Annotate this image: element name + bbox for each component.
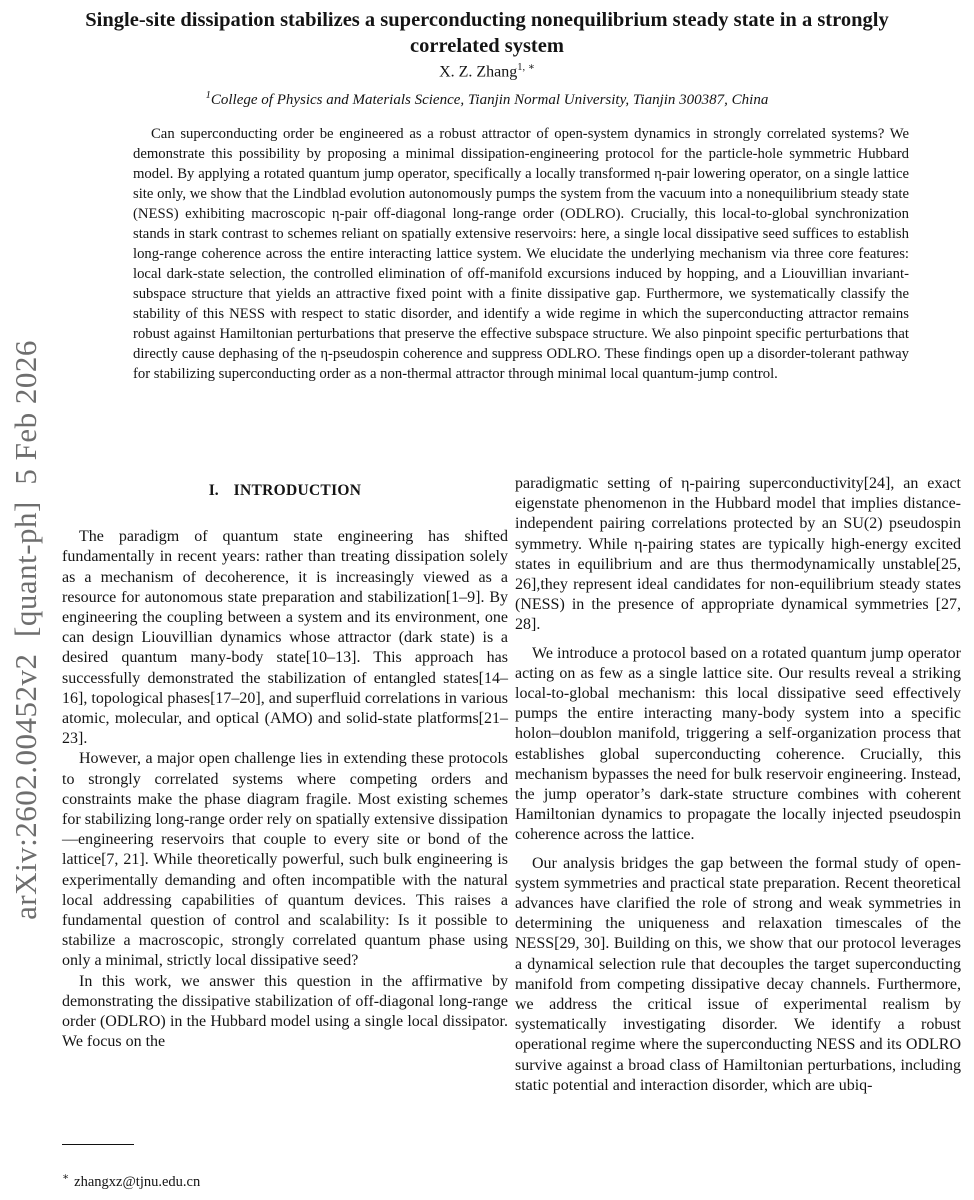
section-title: INTRODUCTION	[233, 482, 362, 499]
abstract	[133, 124, 909, 384]
paragraph: Our analysis bridges the gap between the formal study of open-system symmetries and practical state preparation. Recent theoretical advances have clarified the role of strong and weak symmetries in determining the uniqueness and relaxation timescales of the NESS[29, 30]. Building on this, we show that our protocol leverages a dynamical selection rule that decouples the target superconducting manifold from competing dissipative decay channels. Furthermore, we address the critical issue of experimental realism by systematically investigating disorder. We identify a robust operational regime where the superconducting NESS and its ODLRO survive against a broad class of Hamiltonian perturbations, including static potential and interaction disorder, which are ubiq-	[515, 854, 961, 1094]
author-line	[0, 61, 974, 81]
paper-title: Single-site dissipation stabilizes a superconducting nonequilibrium steady state in a strongly correlated system	[85, 9, 889, 57]
footnote	[62, 1144, 508, 1191]
paragraph: The paradigm of quantum state engineering has shifted fundamentally in recent years: rather than treating dissipation solely as a mechanism of decoherence, it is increasingly viewed as a resource for autonomous state preparation and stabilization[1–9]. By engineering the coupling between a system and its environment, one can design Liouvillian dynamics whose attractor (dark state) is a desired quantum many-body state[10–13]. This approach has successfully demonstrated the stabilization of entangled states[14–16], topological phases[17–20], and superfluid correlations in various atomic, molecular, and optical (AMO) and solid-state platforms[21–23].	[62, 528, 508, 748]
left-column	[62, 481, 508, 1052]
author-superscript: 1, ∗	[517, 62, 535, 73]
paragraph: We introduce a protocol based on a rotated quantum jump operator acting on as few as a single lattice site. Our results reveal a striking local-to-global mechanism: this local dissipative seed effectively pumps the entire interacting many-body system into a specific holon–doublon manifold, triggering a self-organization process that establishes global superconducting coherence. Crucially, this mechanism bypasses the need for bulk reservoir engineering. Instead, the jump operator’s dark-state structure combines with coherent Hamiltonian dynamics to propagate the locally injected pseudospin coherence across the lattice.	[515, 644, 961, 844]
paragraph: paradigmatic setting of η-pairing superconductivity[24], an exact eigenstate phenomenon in the Hubbard model that implies distance-independent pairing correlations protected by an SU(2) pseudospin symmetry. While η-pairing states are typically high-energy excited states in equilibrium and are thus thermodynamically unstable[25, 26],they represent ideal candidates for non-equilibrium steady states (NESS) in the presence of appropriate dynamical symmetries [27, 28].	[515, 475, 961, 634]
affiliation-text: College of Physics and Materials Science, Tianjin Normal University, Tianjin 300387, China	[210, 92, 769, 108]
footnote-email: zhangxz@tjnu.edu.cn	[74, 1173, 201, 1190]
right-column	[515, 474, 961, 1096]
section-heading-introduction	[62, 481, 508, 501]
abstract-text: Can superconducting order be engineered as a robust attractor of open-system dynamics in strongly correlated systems? We demonstrate this possibility by proposing a minimal dissipation-engineering protocol for the particle-hole symmetric Hubbard model. By applying a rotated quantum jump operator, specifically a locally transformed η-pair lowering operator, on a single lattice site only, we show that the Lindblad evolution autonomously pumps the system from the vacuum into a nonequilibrium steady state (NESS) exhibiting macroscopic η-pair off-diagonal long-range order (ODLRO). Crucially, this local-to-global synchronization stands in stark contrast to schemes reliant on spatially extensive reservoirs: here, a single local dissipative seed suffices to establish long-range coherence across the entire interacting lattice system. We elucidate the underlying mechanism via three core features: local dark-state selection, the controlled elimination of off-manifold excursions induced by hopping, and a Liouvillian invariant-subspace structure that yields an attractive fixed point with a finite dissipative gap. Furthermore, we systematically classify the stability of this NESS with respect to static disorder, and identify a wide regime in which the superconducting attractor remains robust against Hamiltonian perturbations that preserve the effective subspace structure. We also pinpoint specific perturbations that directly cause dephasing of the η-pseudospin coherence and suppress ODLRO. These findings open up a disorder-tolerant pathway for stabilizing superconducting order as a non-thermal attractor through minimal local quantum-jump control.	[133, 126, 909, 382]
footnote-marker: ∗	[62, 1172, 70, 1183]
affiliation	[0, 90, 974, 109]
paragraph: In this work, we answer this question in the affirmative by demonstrating the dissipative stabilization of off-diagonal long-range order (ODLRO) in the Hubbard model using a single local dissipator. We focus on the	[62, 972, 508, 1051]
footnote-rule	[62, 1144, 134, 1145]
affiliation-superscript: 1	[205, 90, 211, 101]
section-numeral: I.	[208, 482, 219, 499]
arxiv-stamp: arXiv:2602.00452v2 [quant-ph] 5 Feb 2026	[8, 340, 43, 920]
paragraph: However, a major open challenge lies in extending these protocols to strongly correlated systems where competing orders and constraints make the phase diagram fragile. Most existing schemes for stabilizing long-range order rely on spatially extensive dissipation—engineering reservoirs that couple to every site or bond of the lattice[7, 21]. While theoretically powerful, such bulk engineering is experimentally demanding and often incompatible with the natural local addressing capabilities of quantum devices. This raises a fundamental question of control and scalability: Is it possible to stabilize a macroscopic, strongly correlated quantum phase using only a minimal, strictly local dissipative seed?	[62, 750, 508, 970]
author-name: X. Z. Zhang	[439, 63, 518, 81]
